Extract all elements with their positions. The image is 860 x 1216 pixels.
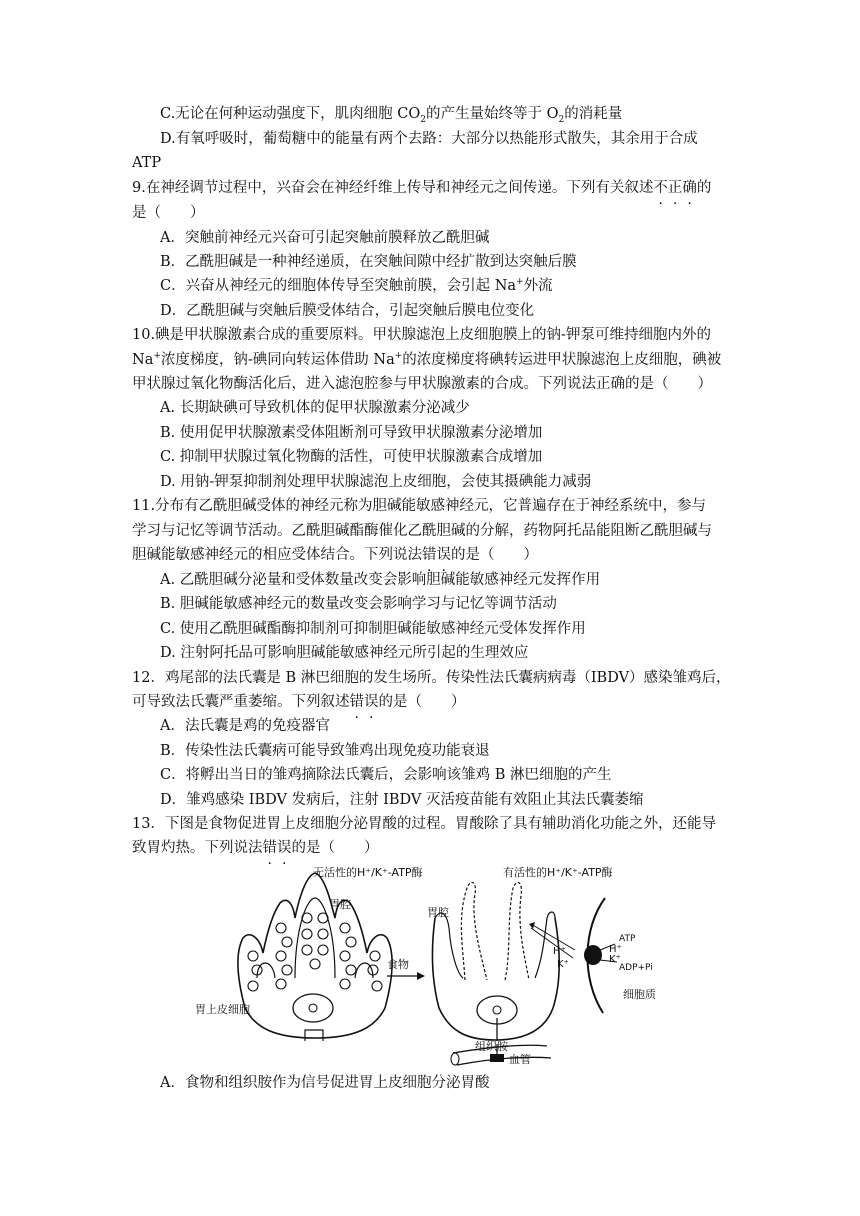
q11-stem-2: 学习与记忆等调节活动。乙酰胆碱酯酶催化乙酰胆碱的分解，药物阿托品能阻断乙酰胆碱与	[132, 523, 712, 539]
q9-option-a: A．突触前神经元兴奋可引起突触前膜释放乙酰胆碱	[160, 230, 490, 246]
q10-stem-1: 10.碘是甲状腺激素合成的重要原料。甲状腺滤泡上皮细胞膜上的钠-钾泵可维持细胞内外的	[132, 327, 711, 343]
q10-option-b: B. 使用促甲状腺激素受体阻断剂可导致甲状腺激素分泌增加	[160, 425, 543, 441]
label-lumen-left: 胃腔	[329, 898, 351, 911]
label-k-left: K⁺	[557, 959, 569, 970]
q12-option-c: C．将孵出当日的雏鸡摘除法氏囊后，会影响该雏鸡 B 淋巴细胞的产生	[160, 767, 612, 783]
gastric-acid-diagram	[195, 858, 665, 1068]
q12-stem-1: 12．鸡尾部的法氏囊是 B 淋巴细胞的发生场所。传染性法氏囊病病毒（IBDV）感染雏鸡后，	[132, 670, 731, 686]
right-cell-outline	[432, 918, 559, 1040]
label-lumen-right: 胃腔	[427, 906, 449, 919]
q9-option-b: B．乙酰胆碱是一种神经递质，在突触间隙中经扩散到达突触后膜	[160, 254, 577, 270]
q11-option-d: D. 注射阿托品可影响胆碱能敏感神经元所引起的生理效应	[160, 645, 529, 661]
label-atp: ATP	[619, 934, 636, 944]
q8-option-d: D.有氧呼吸时，葡萄糖中的能量有两个去路：大部分以热能形式散失，其余用于合成	[160, 131, 698, 147]
label-h-left: H⁺	[553, 946, 566, 957]
label-adp: ADP+Pi	[619, 963, 653, 973]
q12-option-b: B．传染性法氏囊病可能导致雏鸡出现免疫功能衰退	[160, 743, 490, 759]
q13-stem-2: 致胃灼热。下列说法错误的是（ ）	[132, 840, 379, 856]
q11-option-c: C. 使用乙酰胆碱酯酶抑制剂可抑制胆碱能敏感神经元受体发挥作用	[160, 621, 586, 637]
label-food: 食物	[387, 958, 409, 971]
q10-stem-2: Na+浓度梯度，钠-碘同向转运体借助 Na+的浓度梯度将碘转运进甲状腺滤泡上皮细胞，碘被	[132, 351, 722, 368]
label-h-right: H⁺	[609, 944, 622, 955]
label-inactive-enzyme: 无活性的H⁺/K⁺-ATP酶	[313, 866, 423, 879]
q10-option-c: C. 抑制甲状腺过氧化物酶的活性，可使甲状腺激素合成增加	[160, 449, 543, 465]
q12-stem-2: 可导致法氏囊严重萎缩。下列叙述错误的是（ ）	[132, 694, 466, 710]
q12-option-a: A．法氏囊是鸡的免疫器官	[160, 718, 330, 734]
q13-stem-1: 13．下图是食物促进胃上皮细胞分泌胃酸的过程。胃酸除了具有辅助消化功能之外，还能导	[132, 816, 716, 832]
q9-stem-cont: 是（ ）	[132, 205, 205, 221]
q11-option-b: B. 胆碱能敏感神经元的数量改变会影响学习与记忆等调节活动	[160, 596, 557, 612]
q9-option-c: C．兴奋从神经元的细胞体传导至突触前膜，会引起 Na+外流	[160, 277, 553, 294]
q13-option-a: A．食物和组织胺作为信号促进胃上皮细胞分泌胃酸	[160, 1075, 490, 1091]
q11-stem-1: 11.分布有乙酰胆碱受体的神经元称为胆碱能敏感神经元，它普遍存在于神经系统中，参与	[132, 498, 707, 514]
q11-option-a: A. 乙酰胆碱分泌量和受体数量改变会影响胆碱能敏感神经元发挥作用	[160, 572, 601, 588]
label-active-enzyme: 有活性的H⁺/K⁺-ATP酶	[503, 866, 613, 879]
q9-stem: 9.在神经调节过程中，兴奋会在神经纤维上传导和神经元之间传递。下列有关叙述不正确的	[132, 180, 712, 196]
q9-option-d: D．乙酰胆碱与突触后膜受体结合，引起突触后膜电位变化	[160, 303, 535, 319]
q8-option-c: C.无论在何种运动强度下，肌肉细胞 $CO_2$的产生量始终等于 $O_2$的消耗量	[160, 106, 623, 125]
label-cytoplasm: 细胞质	[623, 988, 656, 1001]
label-epithelial-cell: 胃上皮细胞	[195, 1003, 250, 1016]
q12-option-d: D．雏鸡感染 IBDV 发病后，注射 IBDV 灭活疫苗能有效阻止其法氏囊萎缩	[160, 792, 644, 808]
q10-option-d: D. 用钠-钾泵抑制剂处理甲状腺滤泡上皮细胞，会使其摄碘能力减弱	[160, 474, 592, 490]
q10-stem-3: 甲状腺过氧化物酶活化后，进入滤泡腔参与甲状腺激素的合成。下列说法正确的是（ ）	[132, 376, 712, 392]
label-histamine: 组织胺	[475, 1040, 508, 1053]
q11-stem-3: 胆碱能敏感神经元的相应受体结合。下列说法错误的是（ ）	[132, 547, 538, 563]
label-k-right: K⁺	[609, 954, 621, 965]
q8-option-d-cont: ATP	[132, 155, 162, 171]
label-vessel: 血管	[509, 1053, 531, 1066]
q10-option-a: A. 长期缺碘可导致机体的促甲状腺激素分泌减少	[160, 400, 470, 416]
